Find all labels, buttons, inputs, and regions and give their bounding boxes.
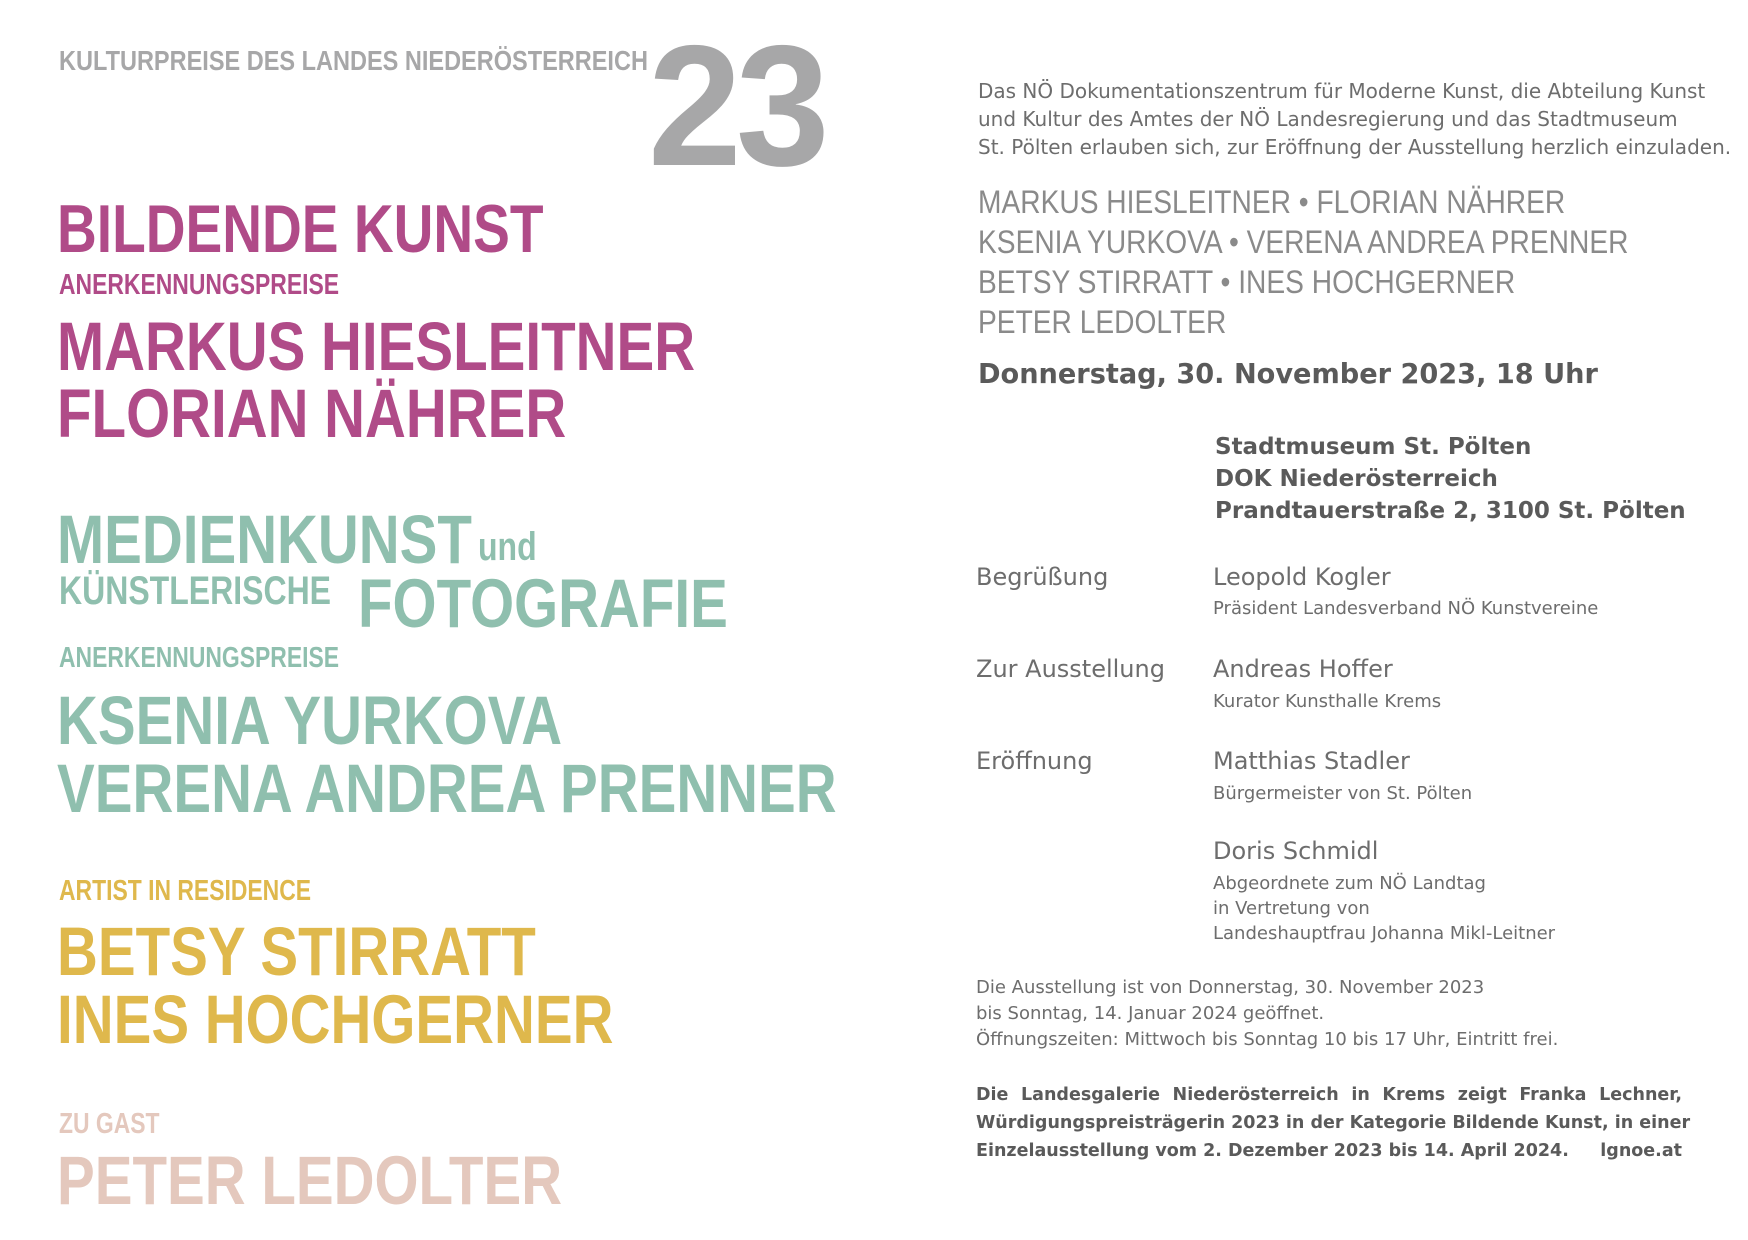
program-speaker: Matthias Stadler [1213,747,1410,775]
section-subtitle-residence: ARTIST IN RESIDENCE [59,875,312,907]
year-number: 23 [648,10,824,202]
program-speaker-role: Kurator Kunsthalle Krems [1213,691,1442,712]
program-speaker-role: Bürgermeister von St. Pölten [1213,783,1473,804]
section-title-medienkunst: MEDIENKUNST [57,501,472,578]
program-speaker: Leopold Kogler [1213,563,1391,591]
venue-address [1215,431,1686,527]
artist-list-line: PETER LEDOLTER [978,304,1227,340]
section-title-und: und [478,525,537,569]
section-title-kuenstlerische: KÜNSTLERISCHE [59,569,332,613]
footer-line-last [976,1137,1682,1165]
footer-line: Würdigungspreisträgerin 2023 in der Kategorie Bildende Kunst, in einer [976,1113,1691,1133]
award-name: VERENA ANDREA PRENNER [57,750,837,827]
section-subtitle-gast: ZU GAST [59,1108,160,1140]
section-subtitle: ANERKENNUNGSPREISE [59,642,340,674]
award-name: KSENIA YURKOVA [57,682,563,759]
artist-list-line: KSENIA YURKOVA • VERENA ANDREA PRENNER [978,224,1629,260]
program-label: Zur Ausstellung [976,655,1165,683]
program-speaker-role-line: in Vertretung von [1213,898,1370,919]
artist-list [978,182,1628,342]
opening-hours-line: Die Ausstellung ist von Donnerstag, 30. November 2023 [976,977,1485,998]
venue-line: Stadtmuseum St. Pölten [1215,434,1532,460]
opening-hours-line: bis Sonntag, 14. Januar 2024 geöffnet. [976,1003,1325,1024]
intro-line: und Kultur des Amtes der NÖ Landesregierung und das Stadtmuseum [978,107,1678,131]
intro-text [978,77,1731,161]
section-title-bildende-kunst: BILDENDE KUNST [57,191,544,267]
event-date: Donnerstag, 30. November 2023, 18 Uhr [978,357,1598,390]
intro-line: St. Pölten erlauben sich, zur Eröffnung der Ausstellung herzlich einzuladen. [978,135,1732,159]
program-speaker: Doris Schmidl [1213,837,1379,865]
footer-line: Einzelausstellung vom 2. Dezember 2023 bis 14. April 2024. [976,1141,1569,1161]
award-name: FLORIAN NÄHRER [57,375,567,452]
header-title: KULTURPREISE DES LANDES NIEDERÖSTERREICH [59,45,648,76]
program-label: Eröffnung [976,747,1093,775]
artist-list-line: MARKUS HIESLEITNER • FLORIAN NÄHRER [978,184,1566,220]
program-speaker-role-line: Landeshauptfrau Johanna Mikl-Leitner [1213,923,1556,944]
program-speaker-role [1213,871,1555,946]
program-speaker-role-line: Abgeordnete zum NÖ Landtag [1213,873,1486,894]
opening-hours-line: Öffnungszeiten: Mittwoch bis Sonntag 10 bis 17 Uhr, Eintritt frei. [976,1029,1559,1050]
section-subtitle: ANERKENNUNGSPREISE [59,269,340,301]
footer-note [976,1081,1691,1165]
venue-line: DOK Niederösterreich [1215,466,1498,492]
opening-hours [976,975,1558,1053]
program-speaker: Andreas Hoffer [1213,655,1393,683]
section-title-fotografie: FOTOGRAFIE [358,565,728,642]
award-name: MARKUS HIESLEITNER [57,308,696,385]
residence-name: BETSY STIRRATT [57,913,536,990]
venue-line: Prandtauerstraße 2, 3100 St. Pölten [1215,498,1686,524]
residence-name: INES HOCHGERNER [57,981,614,1058]
intro-line: Das NÖ Dokumentationszentrum für Moderne Kunst, die Abteilung Kunst [978,79,1706,103]
artist-list-line: BETSY STIRRATT • INES HOCHGERNER [978,264,1516,300]
guest-name: PETER LEDOLTER [57,1142,563,1219]
program-speaker-role: Präsident Landesverband NÖ Kunstvereine [1213,598,1599,619]
footer-link[interactable]: lgnoe.at [1600,1141,1682,1161]
footer-line: Die Landesgalerie Niederösterreich in Krems zeigt Franka Lechner, [976,1085,1682,1105]
program-label: Begrüßung [976,563,1109,591]
